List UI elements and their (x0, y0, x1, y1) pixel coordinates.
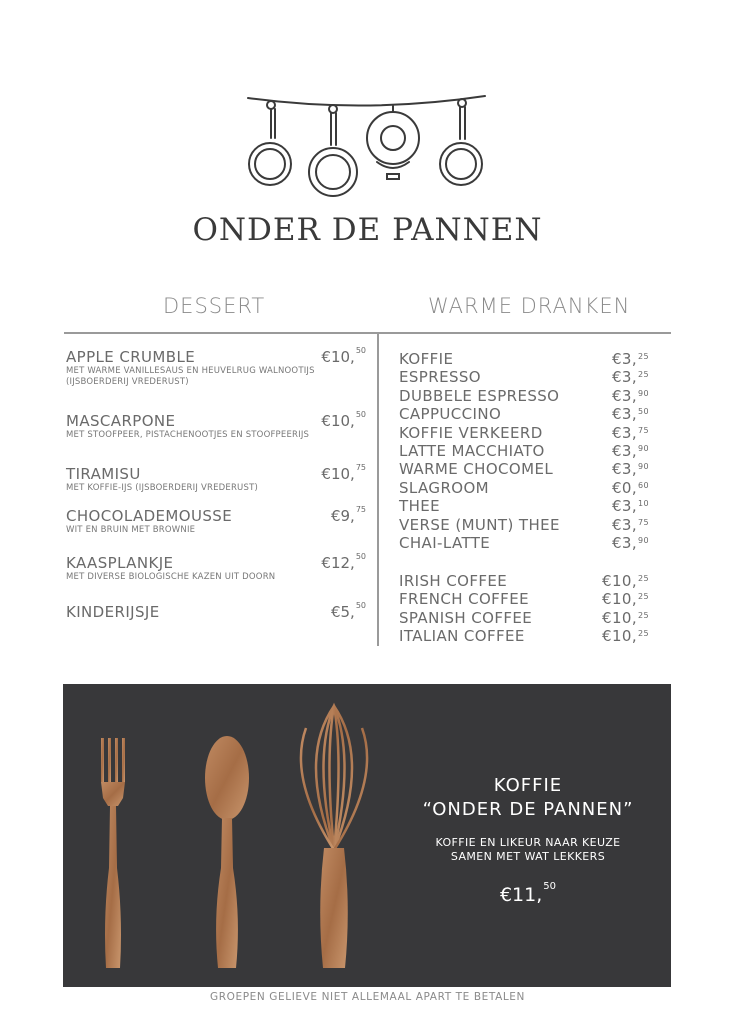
promo-panel (63, 684, 671, 987)
promo-desc: KOFFIE EN LIKEUR NAAR KEUZE SAMEN MET WAT LEKKERS (435, 836, 621, 863)
drink-item: VERSE (MUNT) THEE €3,75 (399, 515, 649, 534)
drink-item: DUBBELE ESPRESSO €3,90 (399, 386, 649, 405)
dessert-item (66, 465, 366, 494)
drink-item: ITALIAN COFFEE €10,25 (399, 627, 649, 646)
dessert-item (66, 348, 366, 388)
brand-name: ONDER DE PANNEN (192, 212, 543, 248)
drinks-list (399, 350, 649, 552)
drink-price: €3,25 (611, 368, 649, 387)
spoon-icon (205, 736, 249, 968)
drink-price: €3,75 (611, 515, 649, 534)
drinks-list-coffee (399, 572, 649, 646)
dessert-price: €10,75 (321, 463, 366, 483)
drink-item: KOFFIE €3,25 (399, 350, 649, 368)
dessert-name: CHOCOLADEMOUSSE (66, 507, 233, 525)
dessert-item (66, 603, 366, 621)
dessert-desc: (IJSBOERDERIJ VREDERUST) (66, 377, 189, 387)
dessert-name: APPLE CRUMBLE (66, 348, 196, 366)
drink-item: THEE €3,10 (399, 497, 649, 516)
drink-price: €3,25 (611, 350, 649, 368)
dessert-price: €10,50 (321, 410, 366, 430)
drink-price: €3,10 (611, 497, 649, 516)
drink-price: €3,90 (611, 386, 649, 405)
dessert-price: €9,75 (330, 505, 366, 525)
dessert-name: KAASPLANKJE (66, 554, 174, 572)
whisk-icon (301, 706, 367, 850)
drink-price: €3,90 (611, 460, 649, 479)
dessert-price: €12,50 (321, 552, 366, 572)
dessert-price: €5,50 (330, 601, 366, 621)
promo-block (398, 774, 658, 906)
whisk-handle (320, 848, 348, 968)
column-divider (377, 333, 379, 646)
fork-icon (101, 738, 125, 968)
promo-subtitle: “ONDER DE PANNEN” (422, 799, 634, 820)
dessert-desc: MET KOFFIE-IJS (IJSBOERDERIJ VREDERUST) (66, 483, 258, 493)
drink-item: FRENCH COFFEE €10,25 (399, 590, 649, 609)
drink-item: IRISH COFFEE €10,25 (399, 572, 649, 590)
drink-price: €3,90 (611, 441, 649, 460)
header-divider (64, 332, 671, 334)
dessert-desc: MET DIVERSE BIOLOGISCHE KAZEN UIT DOORN (66, 572, 276, 582)
dessert-item (66, 507, 366, 536)
dessert-desc: MET STOOFPEER, PISTACHENOOTJES EN STOOFPEERIJS (66, 430, 310, 440)
dessert-name: TIRAMISU (66, 465, 141, 483)
drinks-title: WARME DRANKEN (428, 294, 631, 318)
promo-price: €11,50 (499, 881, 557, 906)
dessert-name: MASCARPONE (66, 412, 176, 430)
footer-note: GROEPEN GELIEVE NIET ALLEMAAL APART TE BETALEN (209, 991, 525, 1003)
drink-item: SLAGROOM €0,60 (399, 478, 649, 497)
drink-price: €3,75 (611, 423, 649, 442)
drink-item: SPANISH COFFEE €10,25 (399, 608, 649, 627)
dessert-desc: MET WARME VANILLESAUS EN HEUVELRUG WALNOOTIJS (66, 366, 315, 376)
dessert-price: €10,50 (321, 346, 366, 366)
dessert-title: DESSERT (163, 294, 266, 318)
drink-item: LATTE MACCHIATO €3,90 (399, 441, 649, 460)
drink-item: CHAI-LATTE €3,90 (399, 533, 649, 552)
promo-title: KOFFIE (493, 775, 563, 796)
drink-price: €3,90 (611, 533, 649, 552)
drink-price: €10,25 (602, 627, 649, 646)
drink-item: KOFFIE VERKEERD €3,75 (399, 423, 649, 442)
drink-item: ESPRESSO €3,25 (399, 368, 649, 387)
drink-item: WARME CHOCOMEL €3,90 (399, 460, 649, 479)
dessert-desc: WIT EN BRUIN MET BROWNIE (66, 525, 196, 535)
dessert-name: KINDERIJSJE (66, 603, 160, 621)
hanging-pans-logo (240, 92, 490, 202)
drink-price: €10,25 (602, 608, 649, 627)
dessert-item (66, 412, 366, 441)
drink-price: €3,50 (611, 405, 649, 424)
drink-price: €10,25 (602, 572, 649, 590)
utensils-illustration (93, 698, 383, 978)
drink-item: CAPPUCCINO €3,50 (399, 405, 649, 424)
dessert-item (66, 554, 366, 583)
drink-price: €0,60 (611, 478, 649, 497)
drink-price: €10,25 (602, 590, 649, 609)
